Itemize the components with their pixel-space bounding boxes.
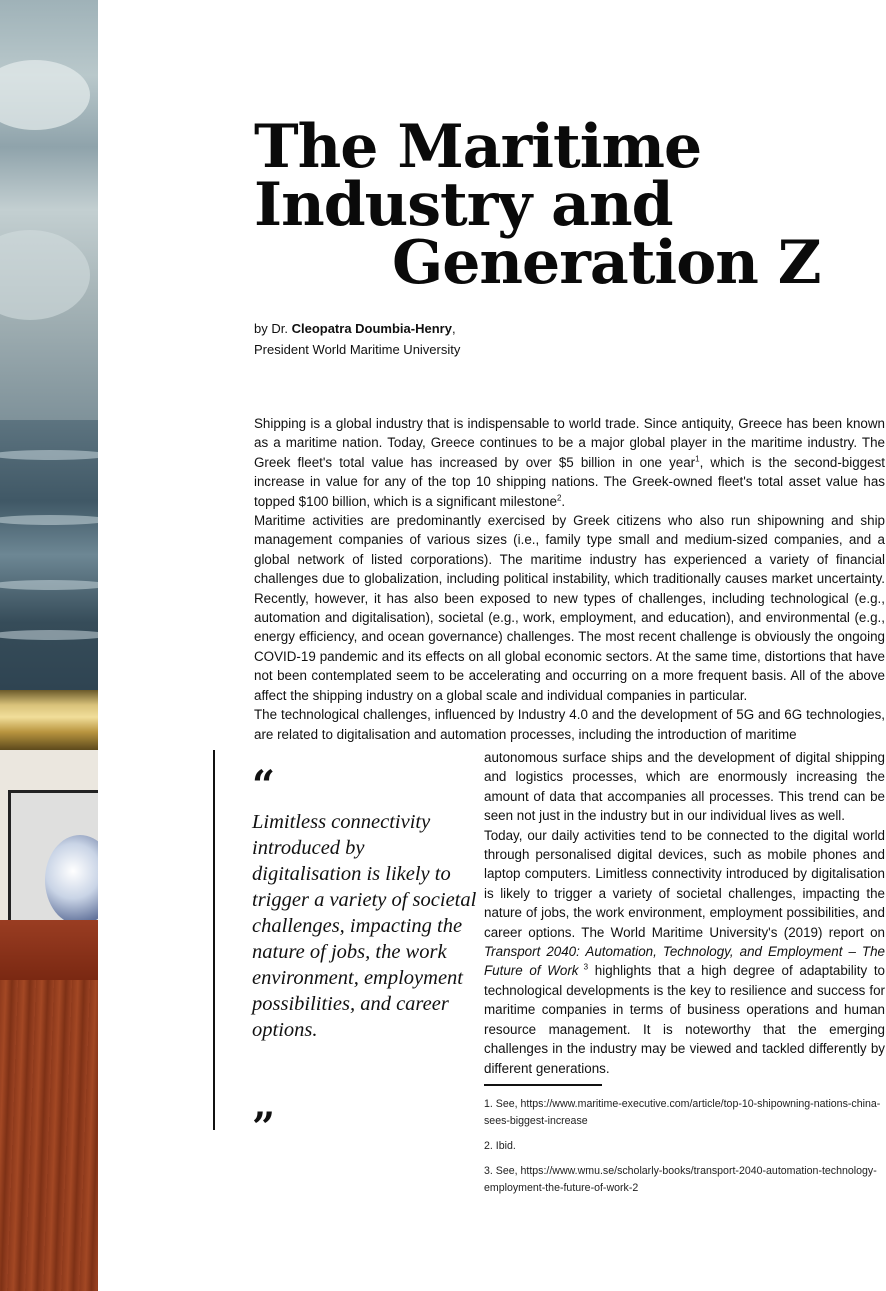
open-quote-mark: “ xyxy=(252,762,276,809)
author-name: Cleopatra Doumbia-Henry xyxy=(291,321,452,336)
shelf xyxy=(0,920,98,980)
byline xyxy=(254,318,460,360)
body-text-right-column xyxy=(484,748,885,1078)
pull-quote-text: Limitless connectivity introduced by digitalisation is likely to trigger a variety of societal challenges, impacting the nature of jobs, the work environment, employment possibilities, and career options. xyxy=(252,811,477,1041)
byline-author-line xyxy=(254,318,460,339)
footnote: 3. See, https://www.wmu.se/scholarly-books/transport-2040-automation-technology-employment-the-future-of-work-2 xyxy=(484,1165,877,1194)
body-text-full-width xyxy=(254,414,885,744)
painting-wave xyxy=(0,580,98,590)
close-quote-mark: ” xyxy=(252,1104,276,1151)
footnote-ref: 1 xyxy=(695,454,700,464)
footnote: 1. See, https://www.maritime-executive.com/article/top-10-shipowning-nations-china-sees-biggest-increase xyxy=(484,1098,881,1127)
footnote-divider xyxy=(484,1084,602,1086)
paragraph xyxy=(254,414,885,511)
painting-sea xyxy=(0,420,98,690)
author-role: President World Maritime University xyxy=(254,342,461,357)
painting-wave xyxy=(0,450,98,460)
paragraph: The technological challenges, influenced by Industry 4.0 and the development of 5G and 6G technologies, are related to digitalisation and automation processes, including the introduction of maritime xyxy=(254,707,885,742)
painting-wave xyxy=(0,515,98,525)
paragraph-text: Today, our daily activities tend to be connected to the digital world through personalised digital devices, such as mobile phones and laptop computers. Limitless connectivity introduced by digitalisation is likely to trigger a variety of societal challenges, impacting the nature of jobs, the work environment, employment possibilities, and career options. The World Maritime University's (2019) report on xyxy=(484,827,885,940)
painting-wave xyxy=(0,630,98,640)
byline-suffix: , xyxy=(451,321,456,336)
footnote-ref: 3 xyxy=(578,963,589,972)
cover-photo xyxy=(0,0,98,1291)
paragraph-text: Shipping is a global industry that is indispensable to world trade. Since antiquity, Greece has been known as a maritime nation. Today, Greece continues to be a major global player in the maritime industry. The Greek fleet's total value has increased by over $5 billion in one year xyxy=(254,416,885,470)
wooden-cabinet xyxy=(0,980,98,1291)
paragraph-text: . xyxy=(561,493,566,509)
footnotes xyxy=(484,1096,885,1205)
title-line-1: The Maritime xyxy=(254,112,702,182)
paragraph: Maritime activities are predominantly exercised by Greek citizens who also run shipowning and ship management companies of various sizes (i.e., family type small and medium-sized companies, and a global network of listed corporations). The maritime industry has experienced a variety of financial challenges due to globalization, including political instability, which traditionally causes market uncertainty. Recently, however, it has also been exposed to new types of challenges, including technological (e.g., automation and digitalisation), societal (e.g., work, employment, and education), and environmental (e.g., energy efficiency, and ocean governance) challenges. The most recent challenge is obviously the ongoing COVID-19 pandemic and its effects on all global economic sectors. At the same time, distortions that have not been contemplated seem to be accelerating and occurring on a more frequent basis. All of the above affect the shipping industry on a global scale and individual companies in particular. xyxy=(254,513,885,703)
title-line-2: Industry and xyxy=(254,170,673,240)
report-title: Transport 2040: Automation, Technology, and Employment – The Future of Work xyxy=(484,944,885,979)
paragraph-text: , which is the second-biggest increase in value for any of the top 10 shipping nations. The Greek-owned fleet's total asset value has topped $100 billion, which is a significant milestone xyxy=(254,454,885,509)
byline-prefix: by Dr. xyxy=(254,321,288,336)
footnote: 2. Ibid. xyxy=(484,1140,516,1152)
pull-quote-bar xyxy=(213,750,215,1130)
title-line-3: Generation Z xyxy=(392,228,821,298)
footnote-ref: 2 xyxy=(556,493,562,503)
paragraph-text: highlights that a high degree of adaptability to technological developments is the key to resilience and success for maritime companies in terms of business operations and human resource management. It is noteworthy that the emerging challenges in the industry may be viewed and tackled differently by different generations. xyxy=(484,963,885,1076)
paragraph xyxy=(484,826,885,1078)
gold-frame xyxy=(0,690,98,750)
paragraph: autonomous surface ships and the development of digital shipping and logistics processes, which are enormously increasing the amount of data that accompanies all processes. This trend can be seen not just in the industry but in our individual lives as well. xyxy=(484,750,885,824)
article-title xyxy=(254,112,874,298)
